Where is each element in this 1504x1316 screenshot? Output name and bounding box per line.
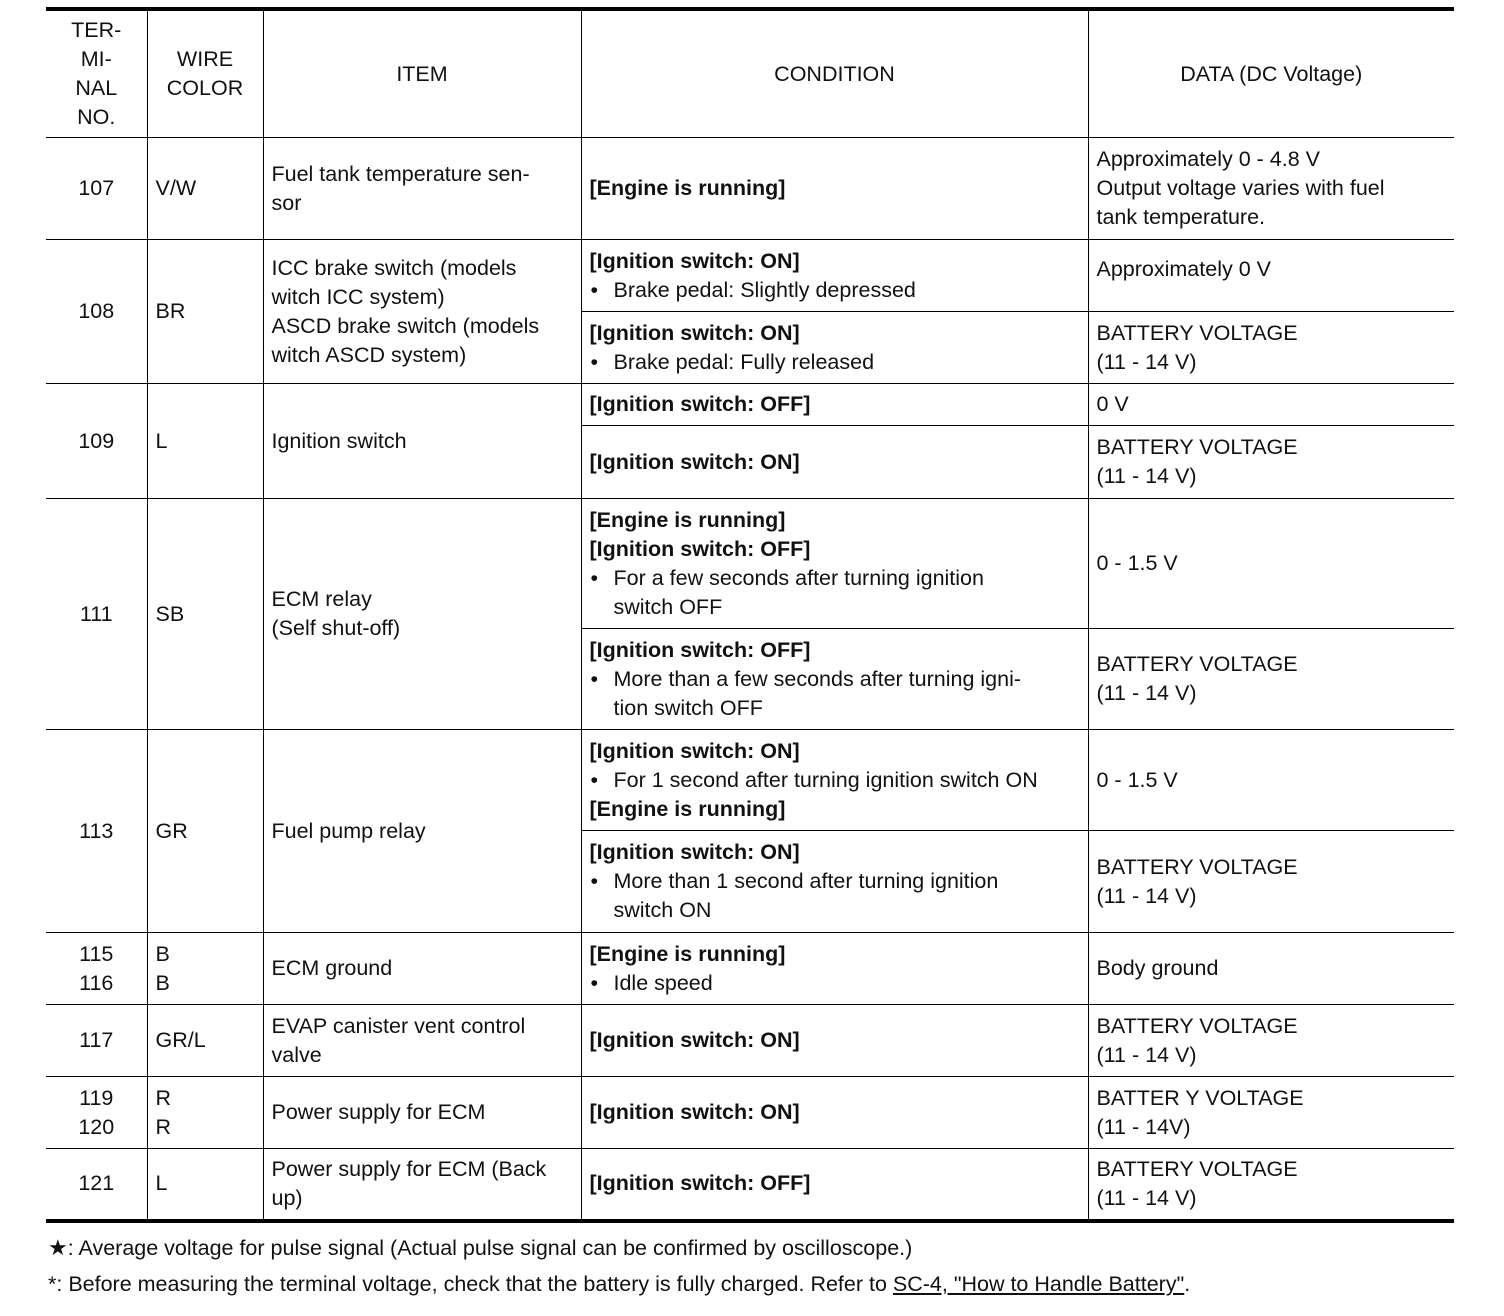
terminal-no: 121	[46, 1149, 147, 1221]
condition	[581, 831, 1088, 933]
table-row	[46, 933, 1454, 1005]
condition-heading: [Engine is running]	[589, 507, 786, 532]
data-value: BATTERY VOLTAGE (11 - 14 V)	[1088, 1149, 1454, 1221]
condition	[581, 240, 1088, 312]
wire-color: V/W	[147, 138, 263, 240]
condition-bullet: • More than 1 second after turning ignition switch ON	[590, 867, 1080, 925]
table-row	[46, 1077, 1454, 1149]
wire-color: B B	[147, 933, 263, 1005]
wire-color: GR	[147, 730, 263, 933]
condition-bullet: • Brake pedal: Slightly depressed	[590, 276, 1080, 305]
header-row	[46, 9, 1454, 138]
footnotes	[48, 1230, 1468, 1302]
data-value: 0 - 1.5 V	[1088, 499, 1454, 629]
data-value: Approximately 0 - 4.8 V Output voltage varies with fuel tank temperature.	[1088, 138, 1454, 240]
condition-heading: [Ignition switch: OFF]	[589, 1171, 811, 1196]
terminal-no: 107	[46, 138, 147, 240]
condition-bullet: • Brake pedal: Fully released	[590, 348, 1080, 377]
condition-heading: [Ignition switch: OFF]	[589, 536, 811, 561]
condition-heading: [Ignition switch: ON]	[589, 840, 800, 864]
condition-heading: [Engine is running]	[589, 796, 786, 821]
wire-color: R R	[147, 1077, 263, 1149]
condition	[581, 629, 1088, 730]
footnote-star	[48, 1230, 1468, 1266]
condition-heading: [Ignition switch: OFF]	[589, 392, 811, 416]
wire-color: GR/L	[147, 1005, 263, 1077]
condition	[581, 138, 1088, 240]
table-row	[46, 1005, 1454, 1077]
item: ICC brake switch (models witch ICC system) ASCD brake switch (models witch ASCD system)	[263, 240, 581, 384]
condition-bullet: • Idle speed	[590, 969, 1080, 998]
item: ECM relay (Self shut-off)	[263, 499, 581, 730]
wire-color: L	[147, 384, 263, 499]
item: Ignition switch	[263, 384, 581, 499]
condition-heading: [Ignition switch: ON]	[589, 248, 800, 273]
condition-heading: [Ignition switch: OFF]	[589, 637, 811, 662]
condition	[581, 933, 1088, 1005]
condition-heading: [Ignition switch: ON]	[589, 320, 800, 345]
item: EVAP canister vent control valve	[263, 1005, 581, 1077]
data-value: Body ground	[1088, 933, 1454, 1005]
condition	[581, 312, 1088, 384]
condition-bullet: • For a few seconds after turning ignition switch OFF	[590, 564, 1080, 622]
terminal-no: 108	[46, 240, 147, 384]
condition	[581, 1149, 1088, 1221]
table-row	[46, 499, 1454, 629]
condition	[581, 730, 1088, 831]
condition-heading: [Engine is running]	[589, 176, 786, 200]
condition	[581, 384, 1088, 426]
item: ECM ground	[263, 933, 581, 1005]
item: Fuel tank temperature sen- sor	[263, 138, 581, 240]
footnote-star-text: : Average voltage for pulse signal (Actual pulse signal can be confirmed by oscilloscope.)	[67, 1236, 913, 1260]
data-value: 0 V	[1088, 384, 1454, 426]
table-row	[46, 730, 1454, 831]
condition	[581, 1005, 1088, 1077]
condition-heading: [Ignition switch: ON]	[589, 449, 800, 474]
data-value: Approximately 0 V	[1088, 240, 1454, 312]
footnote-asterisk	[48, 1266, 1468, 1302]
terminal-no: 113	[46, 730, 147, 933]
battery-reference-link[interactable]: SC-4, "How to Handle Battery"	[892, 1272, 1185, 1296]
condition-heading: [Ignition switch: ON]	[589, 1028, 800, 1052]
wire-color: L	[147, 1149, 263, 1221]
terminal-no: 115 116	[46, 933, 147, 1005]
data-value: BATTER Y VOLTAGE (11 - 14V)	[1088, 1077, 1454, 1149]
star-icon: ★	[48, 1235, 68, 1260]
condition-heading: [Engine is running]	[589, 941, 786, 966]
data-value: 0 - 1.5 V	[1088, 730, 1454, 831]
item: Fuel pump relay	[263, 730, 581, 933]
wire-color: SB	[147, 499, 263, 730]
terminal-no: 111	[46, 499, 147, 730]
table-row	[46, 138, 1454, 240]
wire-color: BR	[147, 240, 263, 384]
terminal-no: 117	[46, 1005, 147, 1077]
condition	[581, 1077, 1088, 1149]
table-row	[46, 1149, 1454, 1221]
header-item: ITEM	[263, 9, 581, 138]
data-value: BATTERY VOLTAGE (11 - 14 V)	[1088, 831, 1454, 933]
header-data: DATA (DC Voltage)	[1088, 9, 1454, 138]
terminal-no: 119 120	[46, 1077, 147, 1149]
condition-heading: [Ignition switch: ON]	[589, 1100, 800, 1124]
footnote-suffix: .	[1184, 1272, 1191, 1296]
data-value: BATTERY VOLTAGE (11 - 14 V)	[1088, 312, 1454, 384]
footnote-asterisk-text: *: Before measuring the terminal voltage, check that the battery is fully charged. Refer to	[48, 1272, 893, 1296]
table-row	[46, 384, 1454, 426]
header-wire-color: WIRE COLOR	[147, 9, 263, 138]
header-terminal: TER- MI- NAL NO.	[46, 9, 147, 138]
item: Power supply for ECM	[263, 1077, 581, 1149]
data-value: BATTERY VOLTAGE (11 - 14 V)	[1088, 629, 1454, 730]
condition-heading: [Ignition switch: ON]	[589, 738, 800, 763]
terminal-no: 109	[46, 384, 147, 499]
condition	[581, 426, 1088, 499]
data-value: BATTERY VOLTAGE (11 - 14 V)	[1088, 426, 1454, 499]
table-row	[46, 240, 1454, 312]
item: Power supply for ECM (Back up)	[263, 1149, 581, 1221]
condition-bullet: • More than a few seconds after turning igni- tion switch OFF	[590, 665, 1080, 723]
condition	[581, 499, 1088, 629]
condition-bullet: • For 1 second after turning ignition switch ON	[590, 766, 1080, 795]
header-condition: CONDITION	[581, 9, 1088, 138]
data-value: BATTERY VOLTAGE (11 - 14 V)	[1088, 1005, 1454, 1077]
terminal-voltage-table	[46, 7, 1454, 1223]
